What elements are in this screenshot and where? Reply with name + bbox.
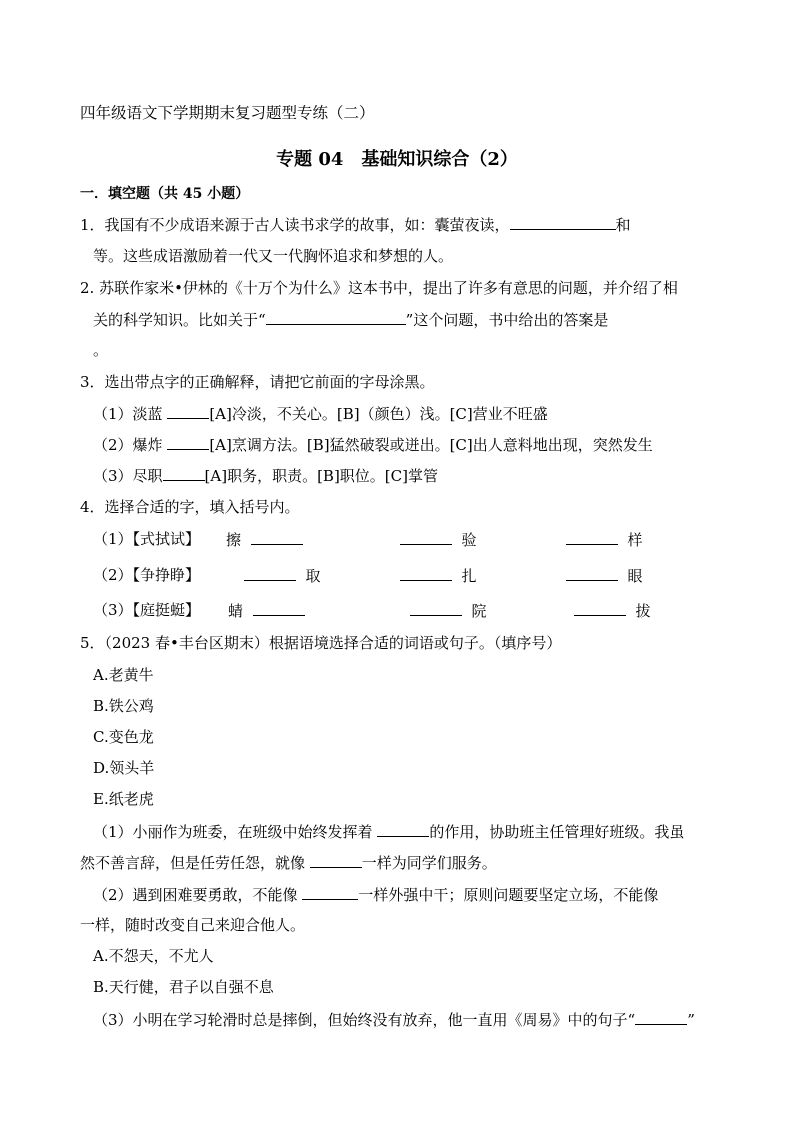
q3-blank-1[interactable] bbox=[167, 403, 209, 419]
section-heading: 一．填空题（共 45 小题） bbox=[80, 186, 250, 202]
q3-blank-2[interactable] bbox=[167, 434, 209, 450]
q5-sub2-line2: 一样，随时改变自己来迎合他人。 bbox=[80, 916, 306, 934]
q4-blank[interactable] bbox=[574, 600, 626, 616]
q3-item-2 bbox=[93, 434, 653, 455]
q4-row-label: （3）【庭挺蜓】 bbox=[93, 601, 201, 619]
q2-text-b: ”这个问题，书中给出的答案是 bbox=[405, 311, 609, 329]
q4-row3-c3: 拔 bbox=[574, 600, 651, 621]
q3-item-label: （3）尽职 bbox=[93, 467, 163, 485]
q5-blank-1[interactable] bbox=[377, 821, 429, 837]
q4-row2-c1: 取 bbox=[244, 565, 321, 586]
q4-blank[interactable] bbox=[251, 529, 303, 545]
q2-line2 bbox=[93, 309, 608, 330]
q3-item-label: （1）淡蓝 bbox=[93, 405, 168, 423]
q5-option: B.铁公鸡 bbox=[93, 697, 154, 715]
q4-blank[interactable] bbox=[400, 565, 452, 581]
q1-line2: 等。这些成语激励着一代又一代胸怀追求和梦想的人。 bbox=[93, 247, 454, 265]
q1-blank-1[interactable] bbox=[510, 214, 616, 230]
page-title: 专题 04 基础知识综合（2） bbox=[276, 149, 518, 170]
q2-line1: 2. 苏联作家米•伊林的《十万个为什么》这本书中，提出了许多有意思的问题，并介绍了相 bbox=[80, 279, 678, 297]
q4-blank[interactable] bbox=[244, 565, 296, 581]
q4-row3-c2: 院 bbox=[410, 600, 487, 621]
q3-blank-3[interactable] bbox=[163, 465, 205, 481]
q5-blank-2[interactable] bbox=[310, 852, 362, 868]
q5-blank-3[interactable] bbox=[302, 884, 358, 900]
q1-line1 bbox=[80, 214, 631, 235]
q4-row1-c2: 验 bbox=[400, 529, 477, 550]
q2-text-a: 关的科学知识。比如关于“ bbox=[93, 311, 266, 329]
series-heading: 四年级语文下学期期末复习题型专练（二） bbox=[80, 104, 375, 122]
q4-row-3 bbox=[93, 600, 200, 620]
q3-item-3 bbox=[93, 465, 438, 486]
q5-option: B.天行健，君子以自强不息 bbox=[93, 978, 274, 996]
q5-option: C.变色龙 bbox=[93, 728, 154, 746]
q5-sub1-line2: 然不善言辞，但是任劳任怨，就像 一样为同学们服务。 bbox=[80, 854, 497, 872]
q3-item-options: [A]烹调方法。[B]猛然破裂或迸出。[C]出人意料地出现，突然发生 bbox=[209, 436, 653, 454]
q3-item-label: （2）爆炸 bbox=[93, 436, 168, 454]
q5-option: E.纸老虎 bbox=[93, 790, 154, 808]
q4-row2-c3: 眼 bbox=[566, 565, 643, 586]
q3-item-options: [A]冷淡，不关心。[B]（颜色）浅。[C]营业不旺盛 bbox=[209, 405, 548, 423]
q5-option: A.不怨天，不尤人 bbox=[93, 947, 214, 965]
q3-item-options: [A]职务，职责。[B]职位。[C]掌管 bbox=[204, 467, 438, 485]
q4-blank[interactable] bbox=[566, 565, 618, 581]
q5-option: D.领头羊 bbox=[93, 759, 155, 777]
q5-sub3-line1: （3）小明在学习轮滑时总是摔倒，但始终没有放弃，他一直用《周易》中的句子“ ” bbox=[93, 1011, 695, 1029]
q1-text-a: 1．我国有不少成语来源于古人读书求学的故事，如：囊萤夜读， bbox=[80, 216, 510, 234]
q4-row2-c2: 扎 bbox=[400, 565, 477, 586]
q4-row1-c3: 样 bbox=[566, 529, 643, 550]
q4-blank[interactable] bbox=[410, 600, 462, 616]
q4-blank[interactable] bbox=[253, 600, 305, 616]
q4-row-2 bbox=[93, 565, 200, 585]
q5-option: A.老黄牛 bbox=[93, 666, 154, 684]
q3-stem: 3．选出带点字的正确解释，请把它前面的字母涂黑。 bbox=[80, 373, 435, 391]
q2-blank-1[interactable] bbox=[266, 309, 406, 325]
q2-line3: 。 bbox=[93, 341, 109, 359]
q5-sub2-line1: （2）遇到困难要勇敢，不能像 一样外强中干；原则问题要坚定立场，不能像 bbox=[93, 886, 659, 904]
q5-blank-4[interactable] bbox=[635, 1009, 687, 1025]
q4-row-1 bbox=[93, 529, 200, 549]
q5-sub1-line1: （1）小丽作为班委，在班级中始终发挥着 的作用，协助班主任管理好班级。我虽 bbox=[93, 823, 685, 841]
q4-row3-c1: 蜻 bbox=[228, 600, 305, 621]
q3-item-1 bbox=[93, 403, 548, 424]
q4-blank[interactable] bbox=[566, 529, 618, 545]
q4-row-label: （2）【争挣睁】 bbox=[93, 566, 201, 584]
q4-row1-c1: 擦 bbox=[226, 529, 303, 550]
q4-stem: 4．选择合适的字，填入括号内。 bbox=[80, 498, 300, 516]
q4-blank[interactable] bbox=[400, 529, 452, 545]
q5-stem: 5．（2023 春•丰台区期末）根据语境选择合适的词语或句子。（填序号） bbox=[80, 634, 562, 652]
q4-row-label: （1）【式拭试】 bbox=[93, 530, 201, 548]
q1-text-b: 和 bbox=[615, 216, 631, 234]
